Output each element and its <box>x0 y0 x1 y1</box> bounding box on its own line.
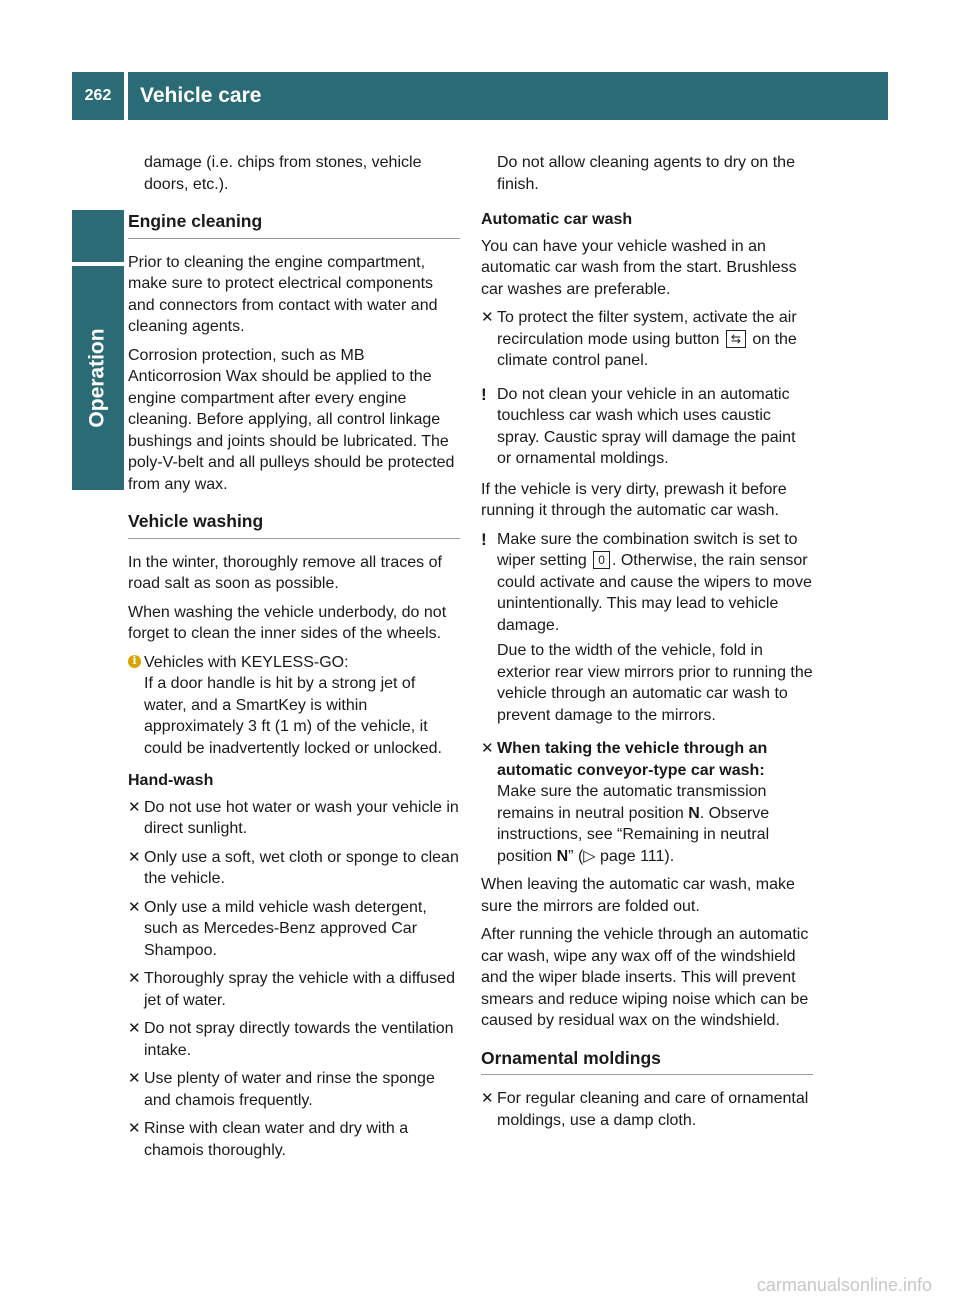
step-text: ” ( <box>568 847 584 865</box>
info-note-title: Vehicles with KEYLESS-GO: <box>144 653 349 671</box>
gear-position: N <box>688 804 700 822</box>
heading-hand-wash: Hand-wash <box>128 772 214 789</box>
step-marker-icon: ✕ <box>128 1020 141 1037</box>
step-text: ). <box>664 847 675 865</box>
step-marker-icon: ✕ <box>128 1120 141 1137</box>
air-recirculation-icon: ⇆ <box>726 330 746 348</box>
info-note <box>128 652 460 760</box>
heading-vehicle-washing: Vehicle washing <box>128 511 460 539</box>
list-item <box>128 968 460 1011</box>
warning-note <box>481 529 813 727</box>
page-number: 262 <box>72 72 124 120</box>
step-text: Only use a soft, wet cloth or sponge to clean the vehicle. <box>144 848 459 887</box>
warning-text: . Otherwise, the rain sensor could activate and cause the wipers to move unintentionally. This may lead to vehicle damage. <box>497 552 812 634</box>
step-marker-icon: ✕ <box>128 848 141 866</box>
sidebar-marker <box>72 210 124 262</box>
list-item <box>481 307 813 372</box>
sidebar-tab-operation <box>72 266 124 490</box>
step-marker-icon: ✕ <box>481 1090 494 1107</box>
list-item <box>481 738 813 867</box>
right-column <box>481 152 813 1138</box>
heading-automatic-car-wash: Automatic car wash <box>481 211 633 228</box>
warning-text: Make sure the combination switch is set to wiper setting <box>497 530 798 569</box>
paragraph: When leaving the automatic car wash, make sure the mirrors are folded out. <box>481 876 795 915</box>
gear-position: N <box>556 847 569 865</box>
paragraph: In the winter, thoroughly remove all traces of road salt as soon as possible. <box>128 553 442 592</box>
paragraph: Corrosion protection, such as MB Anticorrosion Wax should be applied to the engine compartment after every engine cleaning. Before applying, all control linkage bushings and joints should be lubricated. The poly-V-belt and all pulleys should be protected from any wax. <box>128 346 455 493</box>
list-item <box>128 847 460 890</box>
heading-ornamental-moldings: Ornamental moldings <box>481 1048 813 1076</box>
step-marker-icon: ✕ <box>481 309 494 326</box>
sidebar-tab-label: Operation <box>86 328 109 428</box>
step-text: For regular cleaning and care of ornamental moldings, use a damp cloth. <box>497 1090 809 1129</box>
step-marker-icon: ✕ <box>128 898 141 916</box>
step-marker-icon: ✕ <box>128 798 141 816</box>
step-text: Only use a mild vehicle wash detergent, such as Mercedes-Benz approved Car Shampoo. <box>144 898 427 959</box>
step-text: on the climate control panel. <box>497 330 797 369</box>
paragraph: Prior to cleaning the engine compartment, make sure to protect electrical components and connectors from contact with water and cleaning agents. <box>128 253 438 335</box>
warning-text: Do not clean your vehicle in an automatic touchless car wash which uses caustic spray. Caustic spray will damage the paint or ornamental moldings. <box>497 385 796 467</box>
list-item <box>481 1088 813 1131</box>
step-text: Thoroughly spray the vehicle with a diffused jet of water. <box>144 970 455 1009</box>
paragraph: When washing the vehicle underbody, do not forget to clean the inner sides of the wheels. <box>128 603 447 642</box>
warning-text-continued: Due to the width of the vehicle, fold in exterior rear view mirrors prior to running the vehicle through an automatic car wash to prevent damage to the mirrors. <box>497 642 813 724</box>
watermark: carmanualsonline.info <box>756 1275 932 1295</box>
step-text: Rinse with clean water and dry with a chamois thoroughly. <box>144 1120 409 1159</box>
step-text: Do not use hot water or wash your vehicle in direct sunlight. <box>144 798 459 837</box>
info-note-text: If a door handle is hit by a strong jet of water, and a SmartKey is within approximately 3 ft (1 m) of the vehicle, it could be inadvertently locked or unlocked. <box>144 675 442 757</box>
warning-note <box>481 384 813 470</box>
step-text: Do not spray directly towards the ventilation intake. <box>144 1020 454 1059</box>
warning-icon: ! <box>481 384 487 404</box>
step-heading: When taking the vehicle through an automatic conveyor-type car wash: <box>497 740 768 779</box>
warning-icon: ! <box>481 529 487 549</box>
step-text: . Observe instructions, see “Remaining in neutral position <box>497 804 770 865</box>
step-text: To protect the filter system, activate the air recirculation mode using button <box>497 309 797 348</box>
list-item <box>128 797 460 840</box>
paragraph: If the vehicle is very dirty, prewash it before running it through the automatic car wash. <box>481 480 787 519</box>
left-column <box>128 152 460 1168</box>
list-item <box>128 1068 460 1111</box>
step-text: Make sure the automatic transmission remains in neutral position <box>497 783 767 822</box>
page-reference-link[interactable]: ▷ page 111 <box>583 847 665 865</box>
step-marker-icon: ✕ <box>128 970 141 987</box>
list-item <box>128 1118 460 1161</box>
info-icon: i <box>128 655 141 668</box>
paragraph: You can have your vehicle washed in an automatic car wash from the start. Brushless car washes are preferable. <box>481 237 797 298</box>
step-marker-icon: ✕ <box>481 740 494 757</box>
heading-engine-cleaning: Engine cleaning <box>128 211 460 239</box>
paragraph: After running the vehicle through an automatic car wash, wipe any wax off of the windshield and the wiper blade inserts. This will prevent smears and reduce wiping noise which can be caused by residual wax on the windshield. <box>481 926 809 1029</box>
step-marker-icon: ✕ <box>128 1070 141 1087</box>
wiper-setting-symbol: 0 <box>593 551 610 569</box>
paragraph: damage (i.e. chips from stones, vehicle doors, etc.). <box>144 154 422 193</box>
list-item <box>128 1018 460 1061</box>
section-title: Vehicle care <box>128 72 888 120</box>
list-item <box>128 897 460 962</box>
step-text: Use plenty of water and rinse the sponge and chamois frequently. <box>144 1070 435 1109</box>
paragraph: Do not allow cleaning agents to dry on the finish. <box>497 154 795 193</box>
